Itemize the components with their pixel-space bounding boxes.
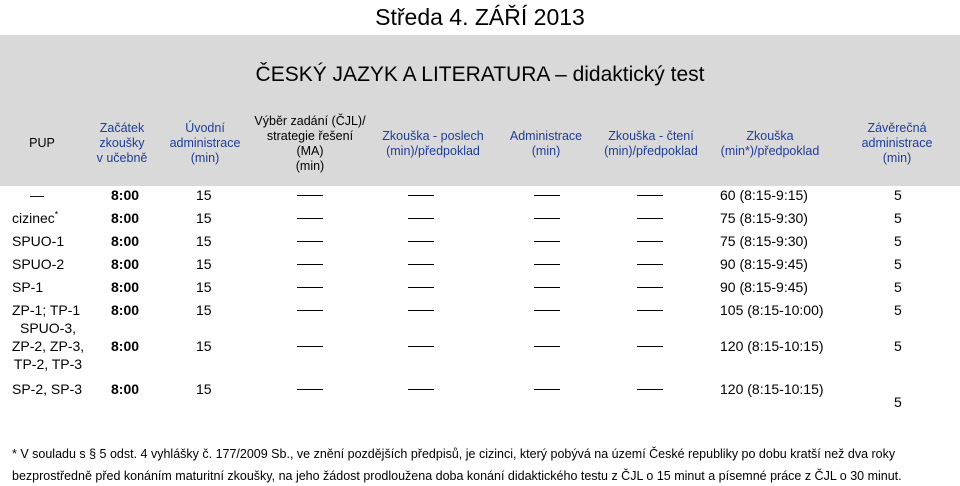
exam-duration: 75 (8:15-9:30) [720,233,808,249]
pup-label: SPUO-1 [12,233,65,249]
header-line: (min)/předpoklad [386,143,480,158]
final-admin-value: 5 [894,394,902,410]
intro-admin-value: 15 [196,302,212,318]
pup-label: SPUO-2 [12,256,65,272]
header-line: strategie řešení [266,128,354,143]
header-line: Zkouška - čtení [608,128,694,143]
empty-value-dash [408,346,434,347]
pup-label: — [30,187,44,203]
header-reading [596,101,706,186]
start-time: 8:00 [111,381,140,397]
empty-value-dash [534,287,560,288]
header-line: Zkouška [746,128,794,143]
header-text [29,136,55,151]
header-line: administrace [861,136,933,150]
footnote-line-2: bezprostředně před konáním maturitní zkoušky, na jeho žádost prodloužena doba konání didaktického testu z ČJL o 15 minut a písemné práce z ČJL o 30 minut. [12,469,902,483]
intro-admin-value: 15 [196,256,212,272]
header-text [604,129,698,159]
empty-value-dash [637,346,663,347]
intro-admin-value: 15 [196,210,212,226]
header-line: (min*)/předpoklad [720,143,820,158]
header-line: Výběr zadání (ČJL)/ [254,113,366,128]
empty-value-dash [534,389,560,390]
header-text [721,129,820,159]
empty-value-dash [534,346,560,347]
empty-value-dash [297,389,323,390]
header-line: Začátek [99,121,145,135]
empty-value-dash [297,310,323,311]
header-line: v učebně [96,151,148,165]
empty-value-dash [408,241,434,242]
exam-duration: 75 (8:15-9:30) [720,210,808,226]
header-admin [496,101,596,186]
start-time: 8:00 [111,279,140,295]
page-title: Středa 4. ZÁŘÍ 2013 [375,4,585,30]
empty-value-dash [408,287,434,288]
exam-duration: 105 (8:15-10:00) [720,302,824,318]
header-line: Administrace [509,128,583,143]
empty-value-dash [408,264,434,265]
final-admin-value: 5 [894,338,902,354]
footnote-marker: * [54,209,59,220]
empty-value-dash [534,310,560,311]
header-task-selection [250,101,370,186]
empty-value-dash [637,195,663,196]
intro-admin-value: 15 [196,279,212,295]
pup-cell [12,255,64,273]
empty-value-dash [637,218,663,219]
header-line: zkoušky [99,136,145,150]
pup-label: ZP-2, ZP-3, [11,338,85,354]
test-subtitle: ČESKÝ JAZYK A LITERATURA – didaktický test [255,63,705,86]
pup-cell [12,301,80,319]
header-line: (MA) [296,143,324,158]
header-text [170,121,241,166]
start-time: 8:00 [111,210,140,226]
start-time: 8:00 [111,302,140,318]
empty-value-dash [534,241,560,242]
header-line: (min) [882,151,912,165]
header-pup [0,101,84,186]
final-admin-value: 5 [894,256,902,272]
pup-cell [12,278,43,296]
pup-cell [12,209,58,227]
intro-admin-value: 15 [196,338,212,354]
pup-cell [12,380,82,398]
empty-value-dash [297,264,323,265]
exam-duration: 120 (8:15-10:15) [720,381,824,397]
exam-duration: 60 (8:15-9:15) [720,187,808,203]
pup-label: SP-2, SP-3 [12,381,83,397]
header-line: PUP [29,136,55,150]
header-text [254,114,365,174]
pup-label: ZP-1; TP-1 [12,302,81,318]
header-intro-admin [160,101,250,186]
header-line: Úvodní [185,121,225,135]
empty-value-dash [408,218,434,219]
exam-duration: 120 (8:15-10:15) [720,338,824,354]
intro-admin-value: 15 [196,381,212,397]
pup-cell [12,232,64,250]
empty-value-dash [637,264,663,265]
pup-label: SPUO-3, [19,320,76,336]
intro-admin-value: 15 [196,233,212,249]
header-text [97,121,148,166]
pup-cell [30,186,44,204]
pup-cell [0,319,96,373]
start-time: 8:00 [111,187,140,203]
header-final-admin [834,101,960,186]
empty-value-dash [297,195,323,196]
header-text [862,121,933,166]
header-line: (min) [190,151,220,165]
intro-admin-value: 15 [196,187,212,203]
header-line: (min)/předpoklad [604,143,698,158]
empty-value-dash [534,195,560,196]
empty-value-dash [534,264,560,265]
empty-value-dash [297,241,323,242]
header-text [510,129,582,159]
start-time: 8:00 [111,338,140,354]
start-time: 8:00 [111,256,140,272]
pup-label: cizinec [12,210,55,226]
final-admin-value: 5 [894,187,902,203]
final-admin-value: 5 [894,279,902,295]
final-admin-value: 5 [894,302,902,318]
empty-value-dash [297,287,323,288]
start-time: 8:00 [111,233,140,249]
header-line: administrace [169,136,241,150]
exam-duration: 90 (8:15-9:45) [720,256,808,272]
empty-value-dash [637,310,663,311]
header-text [382,129,483,159]
exam-duration: 90 (8:15-9:45) [720,279,808,295]
empty-value-dash [297,218,323,219]
pup-label: TP-2, TP-3 [13,356,83,372]
header-line: (min) [531,143,561,158]
final-admin-value: 5 [894,210,902,226]
header-line: (min) [295,158,325,173]
empty-value-dash [637,389,663,390]
empty-value-dash [637,287,663,288]
header-exam [706,101,834,186]
header-line: Zkouška - poslech [382,128,484,143]
final-admin-value: 5 [894,233,902,249]
pup-label: SP-1 [12,279,44,295]
header-listening [370,101,496,186]
empty-value-dash [297,346,323,347]
empty-value-dash [408,389,434,390]
empty-value-dash [408,310,434,311]
header-start [84,101,160,186]
empty-value-dash [534,218,560,219]
header-line: Závěrečná [867,121,927,135]
empty-value-dash [637,241,663,242]
footnote-line-1: * V souladu s § 5 odst. 4 vyhlášky č. 177/2009 Sb., ve znění pozdějších předpisů, je cizinci, který pobývá na území České republiky po dobu kratší než dva roky [12,447,896,461]
empty-value-dash [408,195,434,196]
